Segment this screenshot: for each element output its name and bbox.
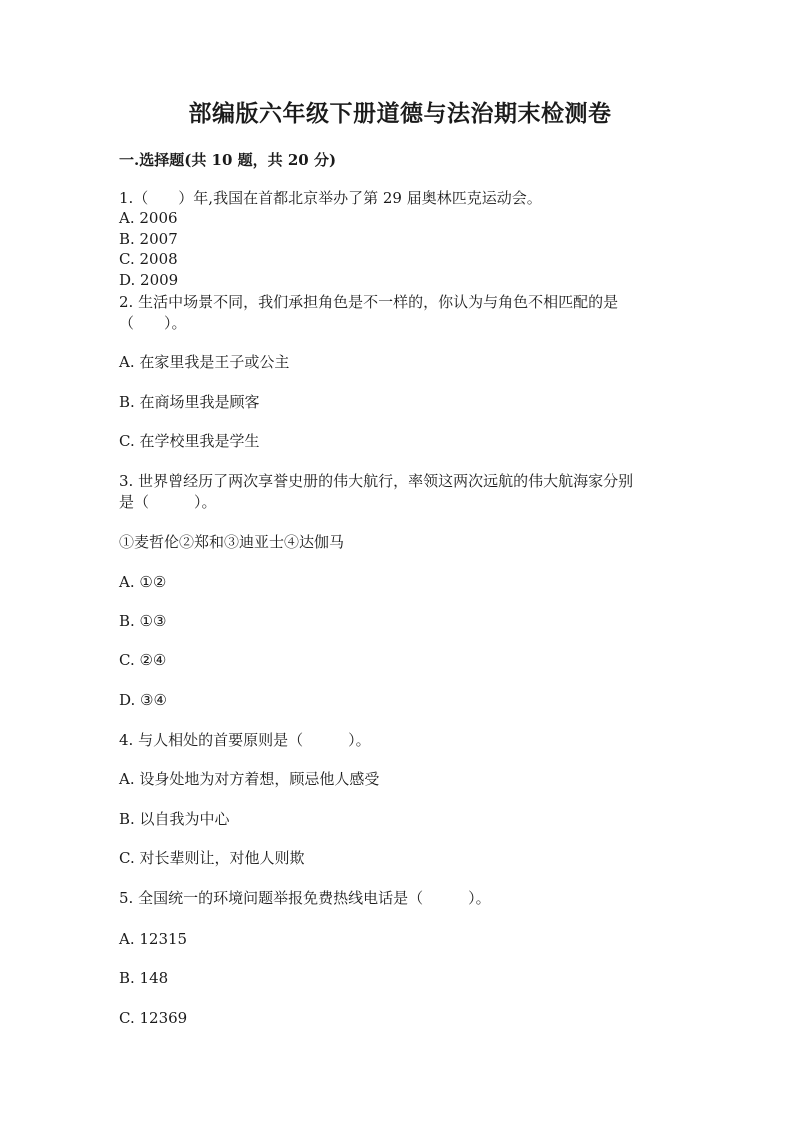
question-3-stem-line-1: 3. 世界曾经历了两次享誉史册的伟大航行，率领这两次远航的伟大航海家分别 (119, 472, 634, 490)
question-4-option-a: A. 设身处地为对方着想，顾忌他人感受 (119, 770, 380, 788)
question-2-option-b: B. 在商场里我是顾客 (119, 393, 260, 411)
question-2-option-a: A. 在家里我是王子或公主 (119, 353, 290, 371)
question-2-stem-line-1: 2. 生活中场景不同，我们承担角色是不一样的，你认为与角色不相匹配的是 (119, 293, 619, 311)
question-1-option-a: A. 2006 (119, 209, 178, 227)
exam-title: 部编版六年级下册道德与法治期末检测卷 (188, 100, 612, 127)
question-5-option-c: C. 12369 (119, 1009, 188, 1027)
question-5-stem: 5. 全国统一的环境问题举报免费热线电话是（ ）。 (119, 889, 491, 907)
question-1-option-d: D. 2009 (119, 271, 179, 289)
question-3-stem-line-2: 是（ ）。 (119, 493, 217, 511)
question-1-option-c: C. 2008 (119, 250, 178, 268)
question-4-stem: 4. 与人相处的首要原则是（ ）。 (119, 731, 371, 749)
question-1-option-b: B. 2007 (119, 230, 178, 248)
question-5-option-a: A. 12315 (119, 930, 188, 948)
question-3-extra-list: ①麦哲伦②郑和③迪亚士④达伽马 (119, 533, 345, 551)
question-3-option-d: D. ③④ (119, 691, 167, 709)
question-3-option-c: C. ②④ (119, 651, 167, 669)
question-3-option-a: A. ①② (119, 573, 167, 591)
question-3-option-b: B. ①③ (119, 612, 167, 630)
question-4-option-c: C. 对长辈则让，对他人则欺 (119, 849, 305, 867)
question-5-option-b: B. 148 (119, 969, 169, 987)
question-2-option-c: C. 在学校里我是学生 (119, 432, 260, 450)
question-2-stem-line-2: （ ）。 (119, 314, 187, 332)
question-4-option-b: B. 以自我为中心 (119, 810, 230, 828)
section-heading: 一.选择题(共 10 题，共 20 分) (119, 151, 337, 169)
question-1-stem: 1.（ ）年,我国在首都北京举办了第 29 届奥林匹克运动会。 (119, 189, 542, 207)
